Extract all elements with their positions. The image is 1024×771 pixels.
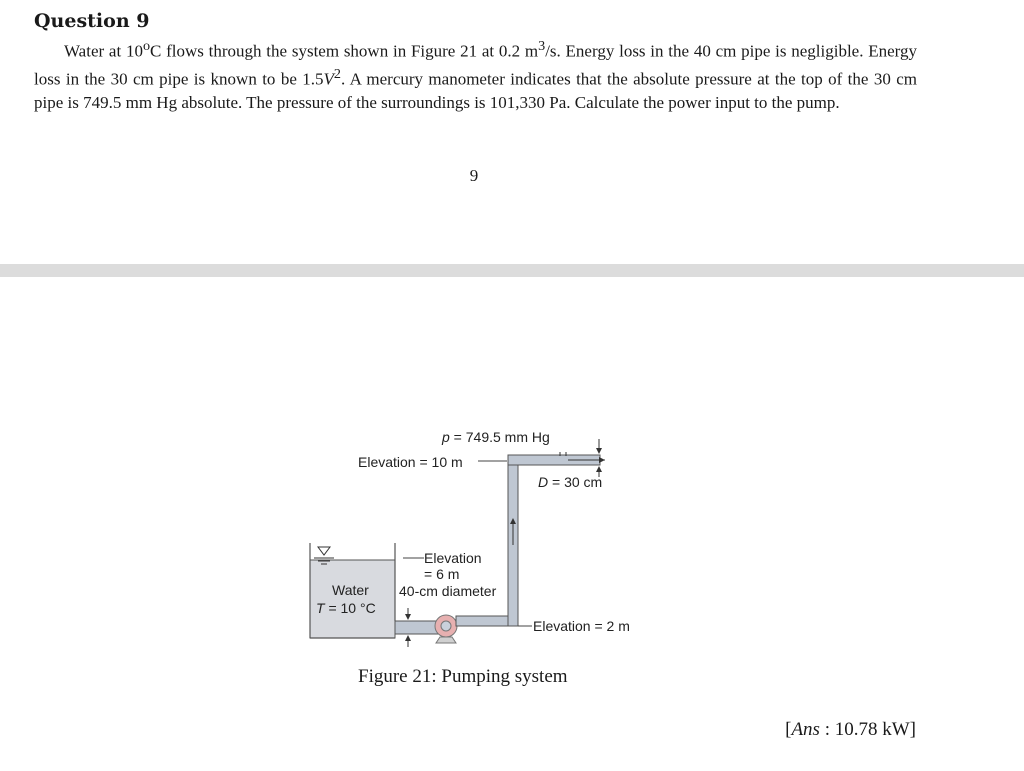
question-text-1: Water at 10 [64, 41, 143, 61]
elevation-bottom-label: Elevation = 2 m [533, 618, 630, 634]
water-label: Water [332, 582, 369, 598]
figure-caption: Figure 21: Pumping system [358, 666, 568, 687]
question-sup-squared: 2 [333, 66, 341, 83]
figure-pumping-system [300, 425, 650, 655]
discharge-pipe-horizontal [456, 616, 516, 626]
question-sup-degree: o [142, 38, 151, 54]
elevation-mid-label-1: Elevation [424, 550, 482, 566]
reservoir-water [310, 560, 395, 638]
pump-base [436, 637, 456, 643]
elevation-mid-label-2: = 6 m [424, 566, 460, 582]
page-number: 9 [469, 166, 479, 185]
answer: [Ans : 10.78 kW] [785, 719, 916, 740]
temperature-label: T = 10 °C [316, 600, 376, 616]
elevation-top-label: Elevation = 10 m [358, 454, 463, 470]
pressure-label: p = 749.5 mm Hg [442, 429, 550, 445]
pumping-system-diagram [300, 425, 650, 655]
question-var-v: V [323, 69, 334, 89]
question-title: Question 9 [34, 10, 150, 32]
question-text-3: /s. Energy loss in the 40 cm pipe is negligible. Energy loss in the 30 cm pipe is known to be 1.5 [34, 41, 918, 89]
question-text-2: C flows through the system shown in Figure 21 at 0.2 m [150, 41, 539, 61]
diameter-top-label: D = 30 cm [538, 474, 603, 490]
water-surface-icon [318, 547, 330, 555]
page-separator [0, 264, 1024, 277]
answer-label: Ans [791, 719, 820, 740]
question-text-4: . A mercury manometer indicates that the absolute pressure at the top of the 30 cm pipe is 749.5 mm Hg absolute. The pressure of the surroundings is 101,330 Pa. Calculate the power input to the pump. [34, 69, 917, 113]
question-sup-cubed: 3 [538, 38, 546, 54]
suction-pipe [395, 621, 440, 634]
question-body [34, 35, 917, 115]
diameter-bottom-label: 40-cm diameter [399, 583, 497, 599]
answer-value: 10.78 kW [834, 719, 910, 740]
